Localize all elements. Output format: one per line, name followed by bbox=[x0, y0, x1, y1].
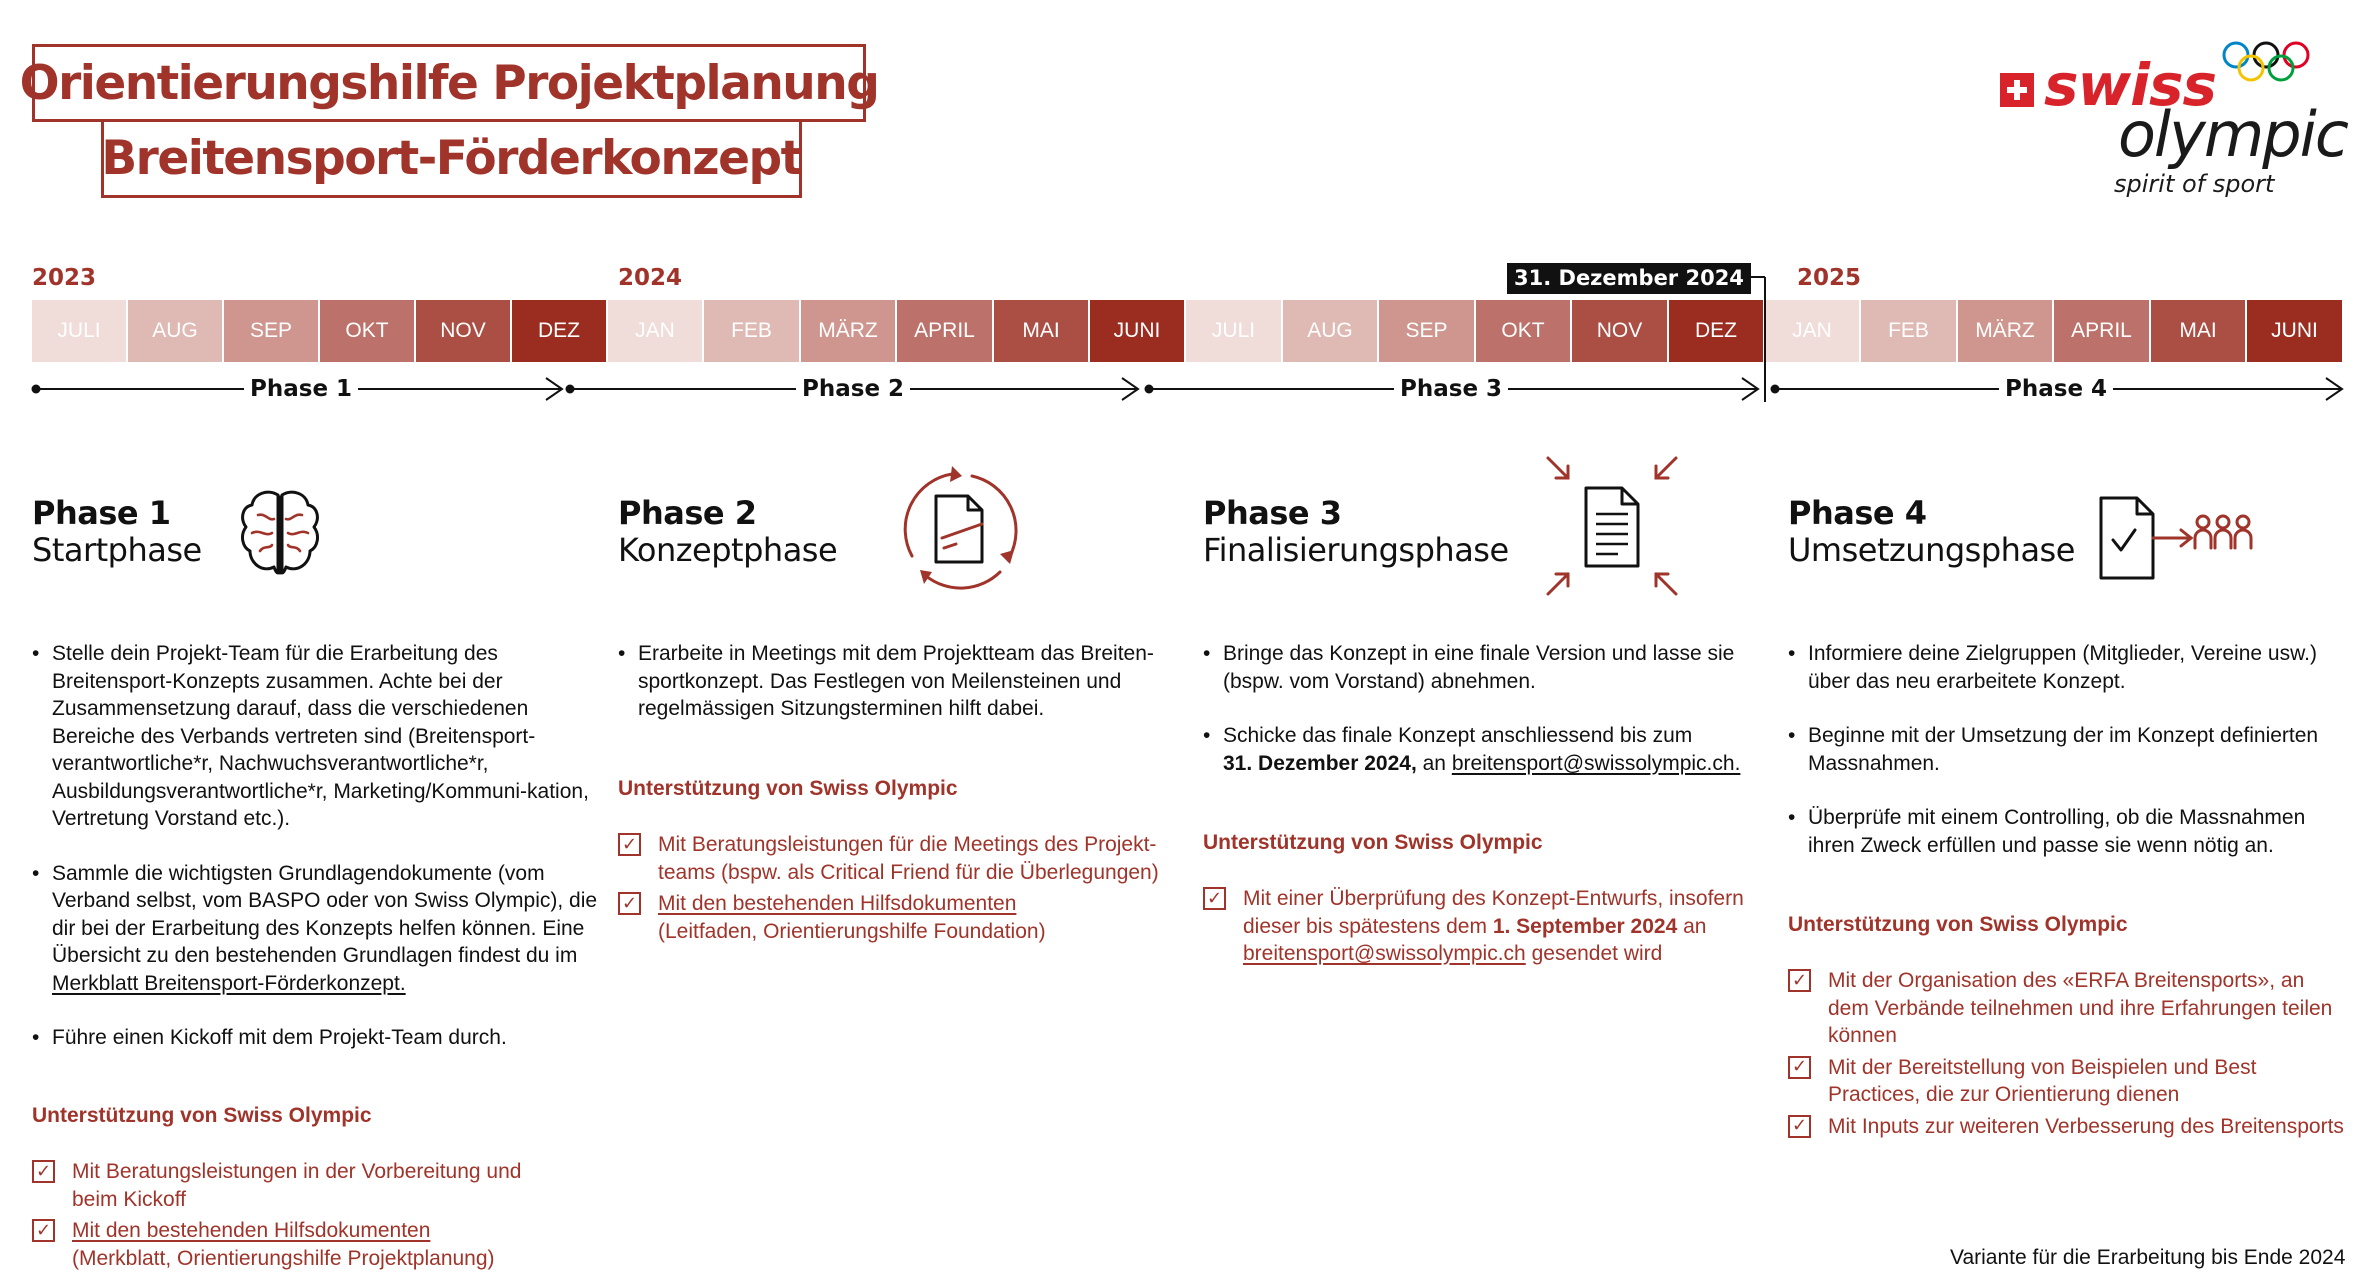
check-text: Mit Beratungsleistungen für die Meetings des Projekt-teams (bspw. als Critical Friend für die Überlegungen) bbox=[658, 833, 1159, 884]
logo-tagline: spirit of sport bbox=[2114, 170, 2275, 198]
month-cell: JUNI bbox=[1090, 300, 1184, 362]
month-cell: MAI bbox=[994, 300, 1088, 362]
list-item bbox=[32, 1024, 602, 1052]
phase-4-support-head: Unterstützung von Swiss Olympic bbox=[1788, 913, 2128, 936]
phase-1-heading bbox=[32, 495, 202, 569]
month-cell: AUG bbox=[128, 300, 222, 362]
phase-3-checks bbox=[1203, 885, 1763, 972]
timeline-phase-3-label: Phase 3 bbox=[1394, 374, 1508, 404]
swiss-flag-icon bbox=[2000, 73, 2034, 107]
check-text: Mit der Organisation des «ERFA Breitensports», an dem Verbände teilnehmen und ihre Erfahrungen teilen können bbox=[1828, 969, 2333, 1047]
check-item bbox=[1788, 967, 2348, 1050]
checkbox-icon: ✓ bbox=[618, 833, 641, 856]
phase-2-bullets bbox=[618, 640, 1178, 750]
phase-2-subtitle: Konzeptphase bbox=[618, 530, 838, 569]
year-2025: 2025 bbox=[1797, 265, 1862, 291]
bullet-text: Erarbeite in Meetings mit dem Projektteam das Breiten-sportkonzept. Das Festlegen von Meilensteinen und regelmässigen Sitzungsterminen hilft dabei. bbox=[638, 642, 1154, 720]
check-text-mid: an bbox=[1677, 914, 1707, 938]
bullet-text: Schicke das finale Konzept anschliessend bis zum bbox=[1223, 724, 1693, 747]
phase-1-support-head: Unterstützung von Swiss Olympic bbox=[32, 1104, 372, 1127]
email-link[interactable]: breitensport@swissolympic.ch bbox=[1243, 942, 1526, 965]
checkbox-icon: ✓ bbox=[1788, 969, 1811, 992]
month-cell: AUG bbox=[1283, 300, 1377, 362]
deadline-bold: 31. Dezember 2024, bbox=[1223, 751, 1417, 775]
phase-3-bullets bbox=[1203, 640, 1763, 804]
month-cell: JAN bbox=[1765, 300, 1859, 362]
month-cell: FEB bbox=[1861, 300, 1956, 362]
phase-3-title: Phase 3 bbox=[1203, 494, 1342, 532]
hilfsdokumente-link[interactable]: Mit den bestehenden Hilfsdokumenten bbox=[72, 1219, 431, 1242]
list-item bbox=[1203, 722, 1763, 777]
month-cell: MÄRZ bbox=[1958, 300, 2052, 362]
document-focus-icon bbox=[1540, 450, 1685, 600]
bullet-text: Stelle dein Projekt-Team für die Erarbeitung des Breitensport-Konzepts zusammen. Achte bei der Zusammensetzung darauf, dass die verschiedenen Bereiche des Verbands vertreten sind (Breitensport-verantwortliche*r, Nachwuchsverantwortliche*r, Ausbildungsverantwortliche*r, Marketing/Kommuni-kation, Vertretung Vorstand etc.). bbox=[52, 642, 589, 830]
month-cell: NOV bbox=[1572, 300, 1667, 362]
check-item bbox=[32, 1217, 572, 1272]
phase-1-title: Phase 1 bbox=[32, 494, 171, 532]
title-line-2 bbox=[101, 122, 802, 198]
phase-4-checks bbox=[1788, 967, 2348, 1144]
checkbox-icon: ✓ bbox=[1788, 1115, 1811, 1138]
month-cell: DEZ bbox=[512, 300, 606, 362]
phase-4-title: Phase 4 bbox=[1788, 494, 1927, 532]
month-cell: MAI bbox=[2151, 300, 2245, 362]
check-item bbox=[1788, 1113, 2348, 1141]
list-item bbox=[618, 640, 1178, 723]
list-item bbox=[32, 860, 602, 998]
checkbox-icon: ✓ bbox=[1203, 887, 1226, 910]
merkblatt-link[interactable]: Merkblatt Breitensport-Förderkonzept. bbox=[52, 971, 406, 995]
phase-2-support-head: Unterstützung von Swiss Olympic bbox=[618, 777, 958, 800]
timeline-phase-1-label: Phase 1 bbox=[244, 374, 358, 404]
check-text-end: gesendet wird bbox=[1525, 942, 1663, 965]
phase-2-checks bbox=[618, 831, 1178, 949]
month-cell: JULI bbox=[1186, 300, 1281, 362]
phase-4-heading bbox=[1788, 495, 2075, 569]
phase-3-subtitle: Finalisierungsphase bbox=[1203, 530, 1509, 569]
month-cell: NOV bbox=[416, 300, 510, 362]
check-text: Mit einer Überprüfung des Konzept-Entwurfs, insofern dieser bis spätestens dem bbox=[1243, 887, 1744, 938]
phase-3-heading bbox=[1203, 495, 1509, 569]
bullet-text: Sammle die wichtigsten Grundlagendokumente (vom Verband selbst, vom BASPO oder von Swiss Olympic), die dir bei der Erarbeitung des Konzepts helfen können. Eine Übersicht zu den bestehenden Grundlagen findest du im bbox=[52, 861, 598, 967]
phase-4-bullets bbox=[1788, 640, 2348, 886]
month-cell: MÄRZ bbox=[801, 300, 895, 362]
list-item bbox=[1788, 640, 2348, 695]
check-item bbox=[1203, 885, 1763, 968]
phase-1-subtitle: Startphase bbox=[32, 530, 202, 569]
check-text: (Leitfaden, Orientierungshilfe Foundation) bbox=[658, 919, 1046, 943]
month-cell: OKT bbox=[320, 300, 414, 362]
check-date-bold: 1. September 2024 bbox=[1492, 914, 1678, 938]
hilfsdokumente-link[interactable]: Mit den bestehenden Hilfsdokumenten bbox=[658, 892, 1017, 915]
check-item bbox=[618, 890, 1178, 945]
check-text: Mit der Bereitstellung von Beispielen und Best Practices, die zur Orientierung dienen bbox=[1828, 1055, 2257, 1106]
month-cell: DEZ bbox=[1669, 300, 1763, 362]
month-cell: FEB bbox=[704, 300, 799, 362]
checkbox-icon: ✓ bbox=[618, 892, 641, 915]
check-item bbox=[1788, 1054, 2348, 1109]
checkbox-icon: ✓ bbox=[32, 1160, 55, 1183]
month-cell: APRIL bbox=[897, 300, 992, 362]
checkbox-icon: ✓ bbox=[1788, 1056, 1811, 1079]
olympic-rings-icon bbox=[2220, 40, 2314, 84]
timeline-phase-4-label: Phase 4 bbox=[1999, 374, 2113, 404]
title-line-2-text: Breitensport-Förderkonzept bbox=[101, 131, 802, 186]
title-line-1 bbox=[19, 44, 879, 122]
logo-swiss-text: swiss bbox=[2044, 51, 2217, 119]
phase-2-title: Phase 2 bbox=[618, 494, 757, 532]
month-cell: JAN bbox=[608, 300, 702, 362]
checkbox-icon: ✓ bbox=[32, 1219, 55, 1242]
month-cell: OKT bbox=[1476, 300, 1570, 362]
phase-1-checks bbox=[32, 1158, 572, 1276]
year-2023: 2023 bbox=[32, 265, 97, 291]
month-cell: SEP bbox=[224, 300, 318, 362]
document-cycle-icon bbox=[890, 460, 1030, 600]
phase-2-heading bbox=[618, 495, 837, 569]
bullet-text: Beginne mit der Umsetzung der im Konzept definierten Massnahmen. bbox=[1808, 724, 2319, 775]
brain-icon bbox=[238, 487, 322, 579]
bullet-text: Führe einen Kickoff mit dem Projekt-Team durch. bbox=[52, 1026, 507, 1049]
list-item bbox=[1788, 722, 2348, 777]
list-item bbox=[1788, 804, 2348, 859]
document-to-group-icon bbox=[2095, 490, 2260, 585]
check-text: Mit Inputs zur weiteren Verbesserung des Breitensports bbox=[1828, 1114, 2344, 1138]
check-text: Mit Beratungsleistungen in der Vorbereitung und beim Kickoff bbox=[72, 1160, 522, 1211]
email-link[interactable]: breitensport@swissolympic.ch. bbox=[1451, 751, 1741, 775]
check-item bbox=[32, 1158, 572, 1213]
check-text: (Merkblatt, Orientierungshilfe Projektplanung) bbox=[72, 1246, 495, 1270]
phase-3-support-head: Unterstützung von Swiss Olympic bbox=[1203, 831, 1543, 854]
year-2024: 2024 bbox=[618, 265, 683, 291]
bullet-text: Informiere deine Zielgruppen (Mitglieder, Vereine usw.) über das neu erarbeitete Konzept. bbox=[1808, 642, 2317, 693]
month-cell: SEP bbox=[1379, 300, 1474, 362]
month-cell: JULI bbox=[32, 300, 126, 362]
logo-olympic-text: olympic bbox=[2118, 98, 2347, 171]
month-cell: APRIL bbox=[2054, 300, 2149, 362]
swiss-olympic-logo bbox=[1990, 38, 2350, 208]
phase-1-bullets bbox=[32, 640, 602, 1079]
bullet-text: Bringe das Konzept in eine finale Version und lasse sie (bspw. vom Vorstand) abnehmen. bbox=[1223, 642, 1735, 693]
timeline-phase-2-label: Phase 2 bbox=[796, 374, 910, 404]
title-line-1-text: Orientierungshilfe Projektplanung bbox=[19, 55, 879, 111]
phase-4-subtitle: Umsetzungsphase bbox=[1788, 530, 2075, 569]
footnote: Variante für die Erarbeitung bis Ende 2024 bbox=[1950, 1246, 2346, 1269]
deadline-tag: 31. Dezember 2024 bbox=[1507, 263, 1751, 294]
list-item bbox=[1203, 640, 1763, 695]
bullet-text: Überprüfe mit einem Controlling, ob die Massnahmen ihren Zweck erfüllen und passe sie wenn nötig an. bbox=[1808, 806, 2306, 857]
bullet-text-mid: an bbox=[1416, 751, 1452, 775]
check-item bbox=[618, 831, 1178, 886]
month-cell: JUNI bbox=[2247, 300, 2342, 362]
list-item bbox=[32, 640, 602, 833]
